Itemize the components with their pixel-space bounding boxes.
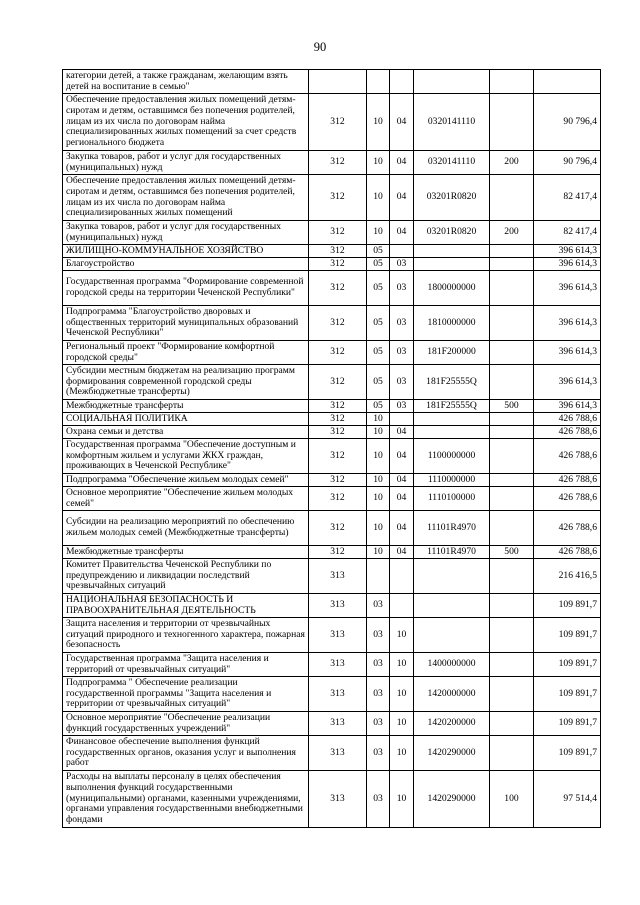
section-code-cell: 10	[367, 426, 390, 439]
target-article-cell	[414, 258, 490, 271]
department-code-cell: 313	[309, 677, 367, 712]
section-code-cell	[367, 70, 390, 94]
section-code-cell: 10	[367, 546, 390, 559]
table-row	[63, 151, 601, 175]
amount-cell: 396 614,3	[534, 306, 601, 341]
table-row	[63, 221, 601, 245]
table-row	[63, 511, 601, 546]
expense-type-cell	[490, 306, 534, 341]
expense-type-cell	[490, 594, 534, 618]
expense-type-cell: 100	[490, 771, 534, 828]
subsection-code-cell: 03	[390, 341, 414, 365]
row-name-cell: Государственная программа "Формирование современной городской среды на территории Чеченской Республики"	[63, 271, 309, 306]
amount-cell: 426 788,6	[534, 487, 601, 511]
department-code-cell: 312	[309, 306, 367, 341]
table-row	[63, 426, 601, 439]
subsection-code-cell: 10	[390, 677, 414, 712]
budget-table	[62, 69, 601, 828]
row-name-cell: Подпрограмма "Обеспечение жильем молодых семей"	[63, 474, 309, 487]
department-code-cell: 313	[309, 559, 367, 594]
budget-table-body	[63, 70, 601, 828]
target-article-cell: 11101R4970	[414, 511, 490, 546]
target-article-cell: 1100000000	[414, 439, 490, 474]
section-code-cell: 03	[367, 677, 390, 712]
subsection-code-cell: 03	[390, 271, 414, 306]
department-code-cell: 312	[309, 151, 367, 175]
row-name-cell: Обеспечение предоставления жилых помещений детям-сиротам и детям, оставшимся без попечения родителей, лицам из их числа по договорам найма специализированных жилых помещений за счет средств регионального бюджета	[63, 94, 309, 151]
subsection-code-cell: 03	[390, 400, 414, 413]
table-row	[63, 341, 601, 365]
table-row	[63, 653, 601, 677]
expense-type-cell	[490, 474, 534, 487]
department-code-cell: 312	[309, 439, 367, 474]
department-code-cell: 313	[309, 594, 367, 618]
subsection-code-cell	[390, 559, 414, 594]
target-article-cell	[414, 413, 490, 426]
department-code-cell: 313	[309, 771, 367, 828]
subsection-code-cell: 10	[390, 712, 414, 736]
row-name-cell: Основное мероприятие "Обеспечение реализации функций государственных учреждений"	[63, 712, 309, 736]
target-article-cell: 181F200000	[414, 341, 490, 365]
row-name-cell: Межбюджетные трансферты	[63, 546, 309, 559]
department-code-cell: 312	[309, 245, 367, 258]
amount-cell: 109 891,7	[534, 677, 601, 712]
expense-type-cell	[490, 511, 534, 546]
target-article-cell: 11101R4970	[414, 546, 490, 559]
department-code-cell: 312	[309, 487, 367, 511]
table-row	[63, 70, 601, 94]
amount-cell: 396 614,3	[534, 341, 601, 365]
amount-cell: 109 891,7	[534, 594, 601, 618]
table-row	[63, 400, 601, 413]
row-name-cell: Закупка товаров, работ и услуг для государственных (муниципальных) нужд	[63, 151, 309, 175]
expense-type-cell	[490, 618, 534, 653]
table-row	[63, 546, 601, 559]
section-code-cell	[367, 559, 390, 594]
section-code-cell: 05	[367, 258, 390, 271]
subsection-code-cell: 10	[390, 653, 414, 677]
department-code-cell: 312	[309, 426, 367, 439]
target-article-cell	[414, 559, 490, 594]
department-code-cell: 312	[309, 474, 367, 487]
amount-cell: 426 788,6	[534, 439, 601, 474]
subsection-code-cell: 10	[390, 771, 414, 828]
expense-type-cell	[490, 487, 534, 511]
target-article-cell: 1420290000	[414, 736, 490, 771]
amount-cell	[534, 70, 601, 94]
table-row	[63, 677, 601, 712]
target-article-cell: 181F25555Q	[414, 400, 490, 413]
table-row	[63, 271, 601, 306]
table-row	[63, 258, 601, 271]
department-code-cell: 312	[309, 94, 367, 151]
amount-cell: 426 788,6	[534, 546, 601, 559]
section-code-cell: 05	[367, 245, 390, 258]
expense-type-cell	[490, 559, 534, 594]
target-article-cell: 1420000000	[414, 677, 490, 712]
department-code-cell: 313	[309, 712, 367, 736]
subsection-code-cell: 10	[390, 618, 414, 653]
amount-cell: 82 417,4	[534, 175, 601, 221]
section-code-cell: 10	[367, 221, 390, 245]
amount-cell: 426 788,6	[534, 474, 601, 487]
row-name-cell: ЖИЛИЩНО-КОММУНАЛЬНОЕ ХОЗЯЙСТВО	[63, 245, 309, 258]
row-name-cell: Межбюджетные трансферты	[63, 400, 309, 413]
target-article-cell: 1420290000	[414, 771, 490, 828]
amount-cell: 109 891,7	[534, 653, 601, 677]
target-article-cell: 0320141110	[414, 94, 490, 151]
subsection-code-cell: 03	[390, 258, 414, 271]
expense-type-cell	[490, 175, 534, 221]
table-row	[63, 365, 601, 400]
expense-type-cell	[490, 653, 534, 677]
target-article-cell: 03201R0820	[414, 175, 490, 221]
table-row	[63, 594, 601, 618]
target-article-cell	[414, 426, 490, 439]
amount-cell: 97 514,4	[534, 771, 601, 828]
department-code-cell: 312	[309, 175, 367, 221]
expense-type-cell	[490, 712, 534, 736]
subsection-code-cell: 04	[390, 546, 414, 559]
section-code-cell: 10	[367, 439, 390, 474]
subsection-code-cell: 10	[390, 736, 414, 771]
target-article-cell: 1420200000	[414, 712, 490, 736]
table-row	[63, 559, 601, 594]
section-code-cell: 10	[367, 175, 390, 221]
row-name-cell: Региональный проект "Формирование комфортной городской среды"	[63, 341, 309, 365]
section-code-cell: 10	[367, 94, 390, 151]
row-name-cell: Защита населения и территории от чрезвычайных ситуаций природного и техногенного характера, пожарная безопасность	[63, 618, 309, 653]
expense-type-cell	[490, 439, 534, 474]
table-row	[63, 245, 601, 258]
table-row	[63, 306, 601, 341]
row-name-cell: категории детей, а также гражданам, желающим взять детей на воспитание в семью"	[63, 70, 309, 94]
row-name-cell: Государственная программа "Защита населения и территорий от чрезвычайных ситуаций"	[63, 653, 309, 677]
expense-type-cell	[490, 677, 534, 712]
section-code-cell: 10	[367, 413, 390, 426]
subsection-code-cell: 04	[390, 439, 414, 474]
row-name-cell: Благоустройство	[63, 258, 309, 271]
table-row	[63, 413, 601, 426]
subsection-code-cell: 04	[390, 221, 414, 245]
table-row	[63, 474, 601, 487]
expense-type-cell	[490, 413, 534, 426]
section-code-cell: 03	[367, 653, 390, 677]
amount-cell: 426 788,6	[534, 413, 601, 426]
row-name-cell: Комитет Правительства Чеченской Республики по предупреждению и ликвидации последствий чрезвычайных ситуаций	[63, 559, 309, 594]
subsection-code-cell	[390, 70, 414, 94]
subsection-code-cell	[390, 245, 414, 258]
section-code-cell: 10	[367, 474, 390, 487]
expense-type-cell: 500	[490, 546, 534, 559]
target-article-cell: 1110100000	[414, 487, 490, 511]
target-article-cell: 1400000000	[414, 653, 490, 677]
row-name-cell: Закупка товаров, работ и услуг для государственных (муниципальных) нужд	[63, 221, 309, 245]
amount-cell: 396 614,3	[534, 271, 601, 306]
section-code-cell: 05	[367, 341, 390, 365]
target-article-cell	[414, 618, 490, 653]
target-article-cell	[414, 70, 490, 94]
section-code-cell: 05	[367, 306, 390, 341]
amount-cell: 426 788,6	[534, 426, 601, 439]
department-code-cell: 313	[309, 736, 367, 771]
table-row	[63, 712, 601, 736]
table-row	[63, 618, 601, 653]
subsection-code-cell: 04	[390, 511, 414, 546]
section-code-cell: 10	[367, 487, 390, 511]
expense-type-cell: 200	[490, 221, 534, 245]
section-code-cell: 03	[367, 771, 390, 828]
target-article-cell: 181F25555Q	[414, 365, 490, 400]
subsection-code-cell: 03	[390, 306, 414, 341]
section-code-cell: 10	[367, 151, 390, 175]
department-code-cell: 312	[309, 221, 367, 245]
target-article-cell: 03201R0820	[414, 221, 490, 245]
expense-type-cell	[490, 245, 534, 258]
expense-type-cell	[490, 341, 534, 365]
amount-cell: 216 416,5	[534, 559, 601, 594]
row-name-cell: Подпрограмма " Обеспечение реализации государственной программы "Защита населения и территории от чрезвычайных ситуаций"	[63, 677, 309, 712]
row-name-cell: Расходы на выплаты персоналу в целях обеспечения выполнения функций государственными (муниципальными) органами, казенными учреждениями, органами управления государственными внебюджетными фондами	[63, 771, 309, 828]
expense-type-cell	[490, 365, 534, 400]
row-name-cell: Субсидии на реализацию мероприятий по обеспечению жильем молодых семей (Межбюджетные трансферты)	[63, 511, 309, 546]
section-code-cell: 05	[367, 365, 390, 400]
amount-cell: 396 614,3	[534, 365, 601, 400]
section-code-cell: 05	[367, 271, 390, 306]
subsection-code-cell: 03	[390, 365, 414, 400]
row-name-cell: Государственная программа "Обеспечение доступным и комфортным жильем и услугами ЖКХ граждан, проживающих в Чеченской Республике"	[63, 439, 309, 474]
subsection-code-cell: 04	[390, 474, 414, 487]
row-name-cell: Финансовое обеспечение выполнения функций государственных органов, оказания услуг и выполнения работ	[63, 736, 309, 771]
subsection-code-cell: 04	[390, 426, 414, 439]
amount-cell: 109 891,7	[534, 618, 601, 653]
table-row	[63, 487, 601, 511]
expense-type-cell	[490, 94, 534, 151]
section-code-cell: 03	[367, 736, 390, 771]
department-code-cell	[309, 70, 367, 94]
amount-cell: 109 891,7	[534, 736, 601, 771]
department-code-cell: 312	[309, 341, 367, 365]
subsection-code-cell: 04	[390, 94, 414, 151]
section-code-cell: 05	[367, 400, 390, 413]
section-code-cell: 03	[367, 594, 390, 618]
target-article-cell: 0320141110	[414, 151, 490, 175]
subsection-code-cell	[390, 594, 414, 618]
amount-cell: 109 891,7	[534, 712, 601, 736]
department-code-cell: 313	[309, 618, 367, 653]
row-name-cell: Охрана семьи и детства	[63, 426, 309, 439]
section-code-cell: 10	[367, 511, 390, 546]
amount-cell: 90 796,4	[534, 94, 601, 151]
amount-cell: 396 614,3	[534, 245, 601, 258]
subsection-code-cell: 04	[390, 487, 414, 511]
table-row	[63, 94, 601, 151]
expense-type-cell	[490, 258, 534, 271]
amount-cell: 82 417,4	[534, 221, 601, 245]
department-code-cell: 312	[309, 258, 367, 271]
subsection-code-cell	[390, 413, 414, 426]
department-code-cell: 312	[309, 271, 367, 306]
expense-type-cell: 500	[490, 400, 534, 413]
row-name-cell: Субсидии местным бюджетам на реализацию программ формирования современной городской среды (Межбюджетные трансферты)	[63, 365, 309, 400]
expense-type-cell: 200	[490, 151, 534, 175]
row-name-cell: СОЦИАЛЬНАЯ ПОЛИТИКА	[63, 413, 309, 426]
row-name-cell: НАЦИОНАЛЬНАЯ БЕЗОПАСНОСТЬ И ПРАВООХРАНИТЕЛЬНАЯ ДЕЯТЕЛЬНОСТЬ	[63, 594, 309, 618]
expense-type-cell	[490, 426, 534, 439]
amount-cell: 90 796,4	[534, 151, 601, 175]
subsection-code-cell: 04	[390, 175, 414, 221]
target-article-cell: 1800000000	[414, 271, 490, 306]
amount-cell: 396 614,3	[534, 400, 601, 413]
table-row	[63, 736, 601, 771]
department-code-cell: 312	[309, 400, 367, 413]
table-row	[63, 439, 601, 474]
amount-cell: 396 614,3	[534, 258, 601, 271]
page-number: 90	[313, 40, 327, 54]
department-code-cell: 312	[309, 365, 367, 400]
department-code-cell: 313	[309, 653, 367, 677]
row-name-cell: Подпрограмма "Благоустройство дворовых и общественных территорий муниципальных образований Чеченской Республики"	[63, 306, 309, 341]
target-article-cell	[414, 245, 490, 258]
target-article-cell: 1810000000	[414, 306, 490, 341]
department-code-cell: 312	[309, 413, 367, 426]
table-row	[63, 175, 601, 221]
department-code-cell: 312	[309, 546, 367, 559]
section-code-cell: 03	[367, 618, 390, 653]
target-article-cell	[414, 594, 490, 618]
department-code-cell: 312	[309, 511, 367, 546]
expense-type-cell	[490, 736, 534, 771]
expense-type-cell	[490, 271, 534, 306]
subsection-code-cell: 04	[390, 151, 414, 175]
section-code-cell: 03	[367, 712, 390, 736]
row-name-cell: Обеспечение предоставления жилых помещений детям-сиротам и детям, оставшимся без попечения родителей, лицам из их числа по договорам найма специализированных жилых помещений	[63, 175, 309, 221]
table-row	[63, 771, 601, 828]
target-article-cell: 1110000000	[414, 474, 490, 487]
expense-type-cell	[490, 70, 534, 94]
amount-cell: 426 788,6	[534, 511, 601, 546]
row-name-cell: Основное мероприятие "Обеспечение жильем молодых семей"	[63, 487, 309, 511]
